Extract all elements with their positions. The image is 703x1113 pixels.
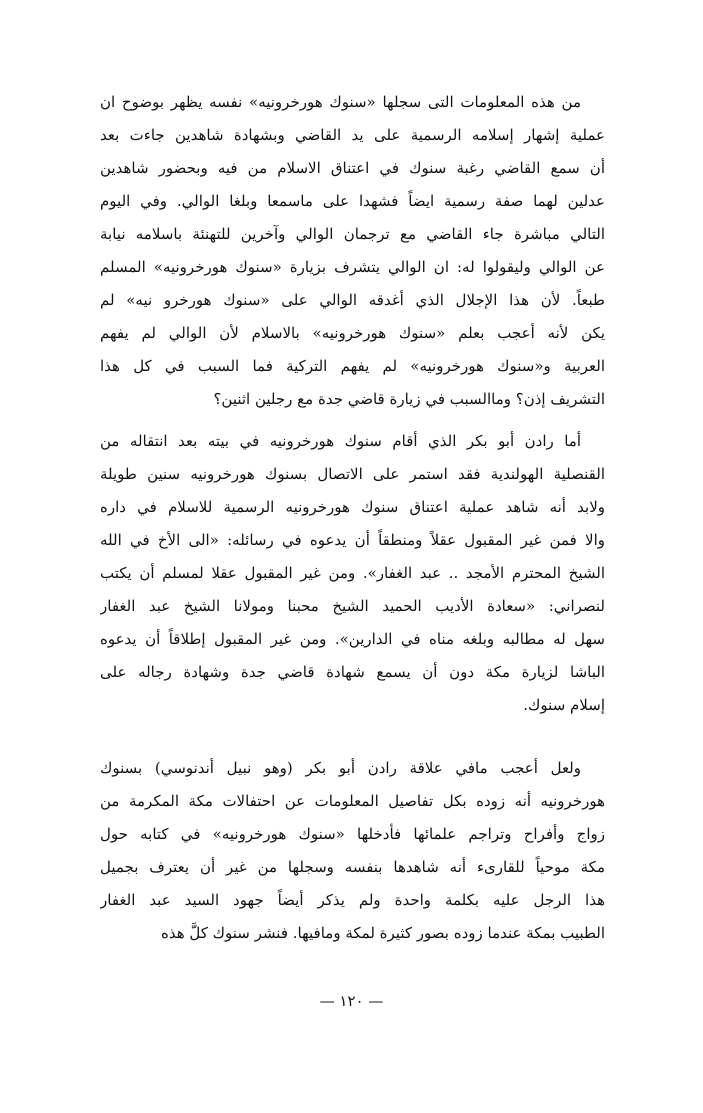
text-line: لنصراني: «سعادة الأديب الحميد الشيخ محبنا ومولانا الشيخ عبد الغفار <box>100 597 605 615</box>
text-line: زواج وأفراح وتراجم علمائها فأدخلها «سنوك هورخرونيه» في كتابه حول <box>100 825 605 843</box>
text-line: إسلام سنوك. <box>523 696 605 714</box>
text-line: عن الوالي وليقولوا له: ان الوالي يتشرف بزيارة «سنوك هورخرونيه» المسلم <box>100 258 605 276</box>
text-line: العربية و«سنوك هورخرونيه» لم يفهم التركية فما السبب في كل هذا <box>100 357 605 375</box>
text-line: ولابد أنه شاهد عملية اعتناق سنوك هورخرونيه الرسمية للاسلام في داره <box>100 498 605 516</box>
page-number: — ١٢٠ — <box>319 992 384 1010</box>
text-line: القنصلية الهولندية فقد استمر على الاتصال بسنوك هورخرونيه سنين طويلة <box>100 465 605 483</box>
text-line: هورخرونيه أنه زوده بكل تفاصيل المعلومات عن احتفالات مكة المكرمة من <box>100 792 605 810</box>
text-line: الطبيب بمكة عندما زوده بصور كثيرة لمكة ومافيها. فنشر سنوك كلَّ هذه <box>160 924 605 942</box>
text-line: التالي مباشرة جاء القاضي مع ترجمان الوالي وآخرين للتهنئة باسلامه نيابة <box>100 225 605 243</box>
text-line: ولعل أعجب مافي علاقة رادن أبو بكر (وهو نبيل أندنوسي) بسنوك <box>100 759 581 777</box>
text-line: أما رادن أبو بكر الذي أقام سنوك هورخرونيه في بيته بعد انتقاله من <box>100 432 581 450</box>
text-line: سهل له مطالبه وبلغه مناه في الدارين». ومن غير المقبول إطلاقاً أن يدعوه <box>100 630 605 648</box>
text-line: هذا الرجل عليه بكلمة واحدة ولم يذكر أيضاً جهود السيد عبد الغفار <box>100 891 605 909</box>
text-line: والا فمن غير المقبول عقلاً ومنطقاً أن يدعوه في رسائله: «الى الأخ في الله <box>100 531 605 549</box>
text-line: مكة موحياً للقارىء أنه شاهدها بنفسه وسجلها من غير أن يعترف بجميل <box>100 858 605 876</box>
text-line: أن سمع القاضي رغبة سنوك في اعتناق الاسلام من فيه وبحضور شاهدين <box>100 159 605 177</box>
text-line: الباشا لزيارة مكة دون أن يسمع شهادة قاضي جدة وشهادة رجاله على <box>100 663 605 681</box>
paragraph <box>100 752 605 950</box>
text-line: التشريف إذن؟ وماالسبب في زيارة قاضي جدة مع رجلين اثنين؟ <box>213 390 605 408</box>
paragraph <box>100 425 605 722</box>
text-line: من هذه المعلومات التى سجلها «سنوك هورخرونيه» نفسه يظهر بوضوح ان <box>100 93 581 111</box>
text-line: طبعاً. لأن هذا الإجلال الذي أغدقه الوالي على «سنوك هورخرو نيه» لم <box>100 291 605 309</box>
text-line: عدلين لهما صفة رسمية ايضاً فشهدا على ماسمعا وبلغا الوالي. وفي اليوم <box>100 192 605 210</box>
text-line: الشيخ المحترم الأمجد .. عبد الغفار». ومن غير المقبول عقلا لمسلم أن يكتب <box>100 564 605 582</box>
text-line: عملية إشهار إسلامه الرسمية على يد القاضي وبشهادة شاهدين جاءت بعد <box>100 126 605 144</box>
paragraph <box>100 86 605 416</box>
text-line: يكن لأنه أعجب بعلم «سنوك هورخرونيه» بالاسلام لأن الوالي لم يفهم <box>100 324 605 342</box>
